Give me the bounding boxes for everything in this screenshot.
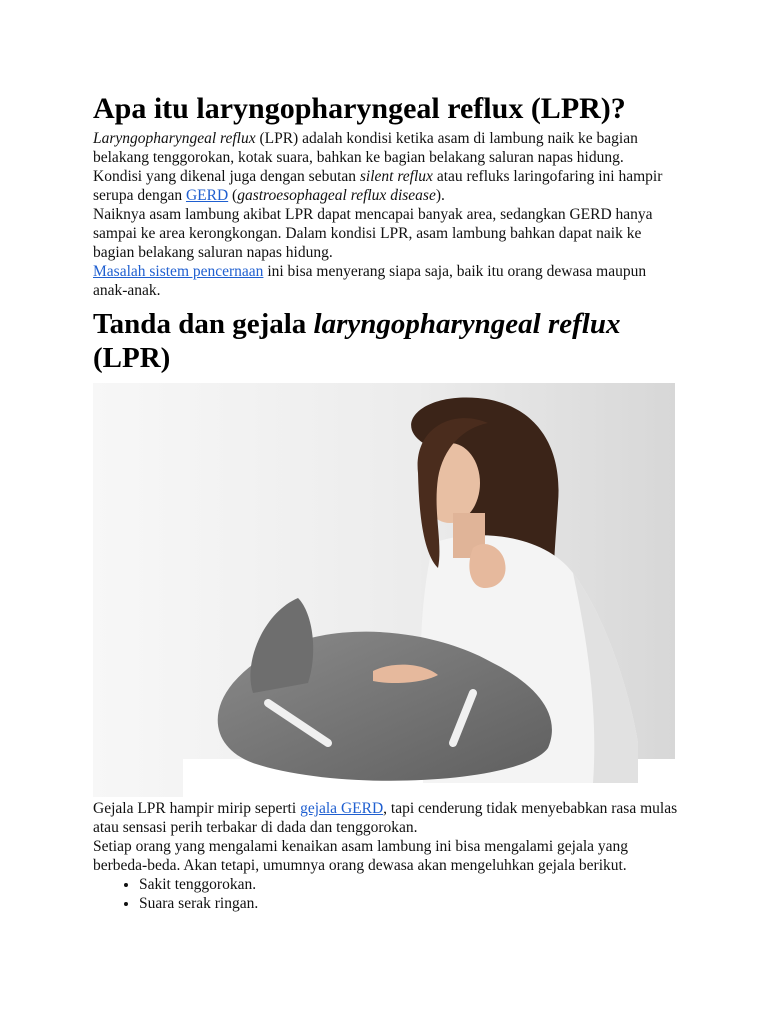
illustration-woman-chest-discomfort — [93, 383, 675, 797]
paragraph-symptoms-intro: Gejala LPR hampir mirip seperti gejala GERD, tapi cenderung tidak menyebabkan rasa mulas atau sensasi perih terbakar di dada dan tenggorokan. — [93, 800, 678, 836]
term-lpr: Laryngopharyngeal reflux — [93, 130, 256, 147]
article — [93, 92, 683, 913]
paragraph-symptoms-vary: Setiap orang yang mengalami kenaikan asam lambung ini bisa mengalami gejala yang berbeda-beda. Akan tetapi, umumnya orang dewasa akan mengeluhkan gejala berikut. — [93, 838, 629, 874]
paragraph-silent-reflux: Kondisi yang dikenal juga dengan sebutan silent reflux atau refluks laringofaring ini hampir serupa dengan GERD (gastroesophageal reflux disease). — [93, 168, 663, 204]
list-item: • Sakit tenggorokan. — [139, 875, 683, 894]
paragraph-acid-reach: Naiknya asam lambung akibat LPR dapat mencapai banyak area, sedangkan GERD hanya sampai ke area kerongkongan. Dalam kondisi LPR, asam lambung bahkan dapat naik ke bagian belakang saluran napas hidung. — [93, 206, 653, 261]
heading-symptoms: Tanda dan gejala laryngopharyngeal reflux (LPR) — [93, 308, 621, 374]
list-item: • Suara serak ringan. — [139, 894, 683, 913]
photo-woman-holding-chest — [93, 383, 675, 797]
link-gerd[interactable]: GERD — [185, 187, 229, 204]
heading-what-is-lpr: Apa itu laryngopharyngeal reflux (LPR)? — [93, 92, 626, 125]
paragraph-who-affected: Masalah sistem pencernaan ini bisa menyerang siapa saja, baik itu orang dewasa maupun anak-anak. — [93, 263, 647, 299]
link-gerd-symptoms[interactable]: gejala GERD — [300, 800, 384, 817]
paragraph-definition: Laryngopharyngeal reflux (LPR) adalah kondisi ketika asam di lambung naik ke bagian belakang tenggorokan, kotak suara, bahkan ke bagian belakang saluran napas hidung. — [93, 130, 638, 166]
symptom-list — [93, 875, 683, 913]
link-digestive-system[interactable]: Masalah sistem pencernaan — [93, 263, 264, 280]
